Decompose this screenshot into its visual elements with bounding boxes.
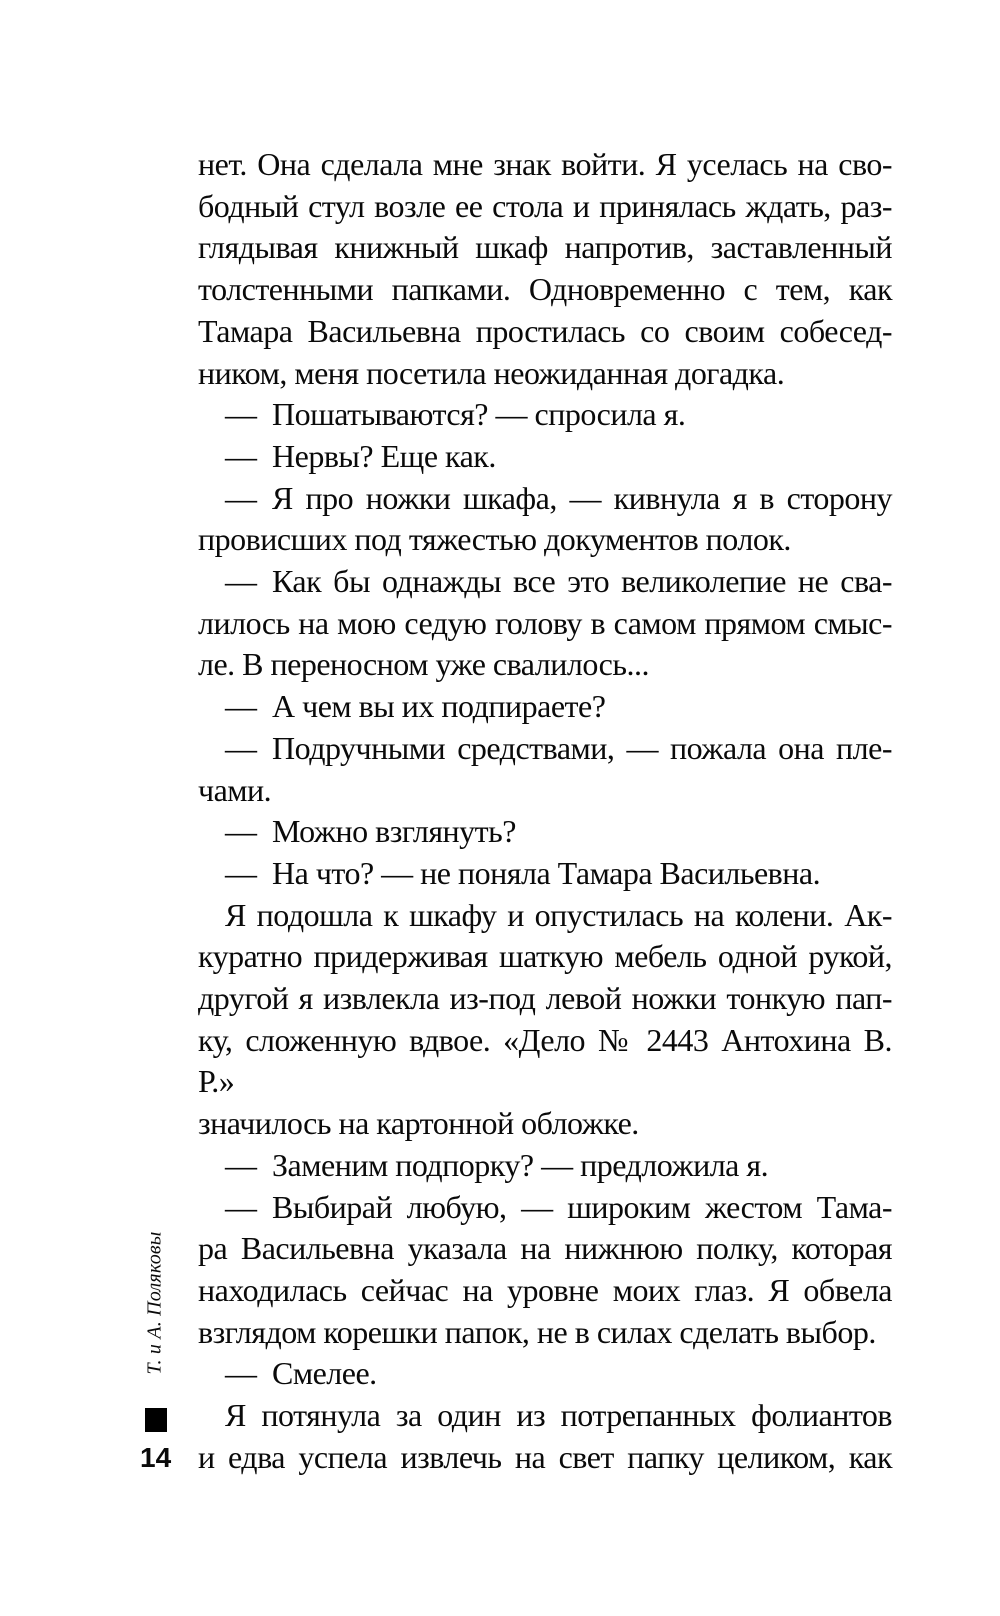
text-line: — Выбирай любую, — широким жестом Тама- <box>225 1188 892 1225</box>
paragraph <box>198 895 892 1145</box>
paragraph <box>198 394 892 436</box>
paragraph <box>198 686 892 728</box>
text-line: находилась сейчас на уровне моих глаз. Я обвела <box>198 1271 892 1308</box>
text-line: ником, меня посетила неожиданная догадка. <box>198 354 785 391</box>
text-line: — Можно взглянуть? <box>225 813 516 850</box>
text-line: — Смелее. <box>225 1355 377 1392</box>
page-number: 14 <box>140 1442 172 1473</box>
author-name-label: Т. и А. Поляковы <box>143 1231 166 1375</box>
text-line: провисших под тяжестью документов полок. <box>198 521 791 558</box>
text-line: ле. В переносном уже свалилось... <box>198 646 649 683</box>
text-line: ра Васильевна указала на нижнюю полку, которая <box>198 1230 892 1267</box>
text-line: лилось на мою седую голову в самом прямом смыс- <box>198 604 892 641</box>
text-line: нет. Она сделала мне знак войти. Я уселась на сво- <box>198 146 892 182</box>
text-line: — Как бы однажды все это великолепие не сва- <box>225 563 892 600</box>
paragraph <box>198 561 892 686</box>
text-line: ку, сложенную вдвое. «Дело № 2443 Антохина В. Р.» <box>198 1021 892 1100</box>
paragraph <box>198 1395 892 1478</box>
text-line: глядывая книжный шкаф напротив, заставленный <box>198 229 892 266</box>
paragraph <box>198 728 892 811</box>
text-line: — А чем вы их подпираете? <box>225 688 606 725</box>
paragraph <box>198 144 892 394</box>
text-line: куратно придерживая шаткую мебель одной рукой, <box>198 938 892 975</box>
paragraph <box>198 1145 892 1187</box>
text-block <box>198 144 892 1479</box>
paragraph <box>198 1187 892 1354</box>
text-line: — На что? — не поняла Тамара Васильевна. <box>225 854 821 891</box>
text-line: чами. <box>198 771 272 808</box>
text-line: толстенными папками. Одновременно с тем, как <box>198 271 892 308</box>
text-line: Тамара Васильевна простилась со своим собесед- <box>198 312 892 349</box>
text-line: бодный стул возле ее стола и принялась ждать, раз- <box>198 187 892 224</box>
text-line: взглядом корешки папок, не в силах сделать выбор. <box>198 1313 876 1350</box>
margin-author-name <box>140 1214 170 1392</box>
text-line: — Пошатываются? — спросила я. <box>225 396 686 433</box>
text-line: и едва успела извлечь на свет папку целиком, как <box>198 1438 892 1475</box>
text-line: Я потянула за один из потрепанных фолиантов <box>225 1397 892 1434</box>
paragraph <box>198 811 892 853</box>
paragraph <box>198 853 892 895</box>
text-line: — Заменим подпорку? — предложила я. <box>225 1146 769 1183</box>
paragraph <box>198 1353 892 1395</box>
text-line: Я подошла к шкафу и опустилась на колени. Ак- <box>225 896 892 933</box>
text-line: — Нервы? Еще как. <box>225 437 496 474</box>
paragraph <box>198 436 892 478</box>
text-line: другой я извлекла из-под левой ножки тонкую пап- <box>198 980 892 1017</box>
text-line: — Я про ножки шкафа, — кивнула я в сторону <box>225 479 892 516</box>
text-line: — Подручными средствами, — пожала она пле- <box>225 729 892 766</box>
paragraph <box>198 478 892 561</box>
section-marker-square <box>145 1408 167 1432</box>
text-line: значилось на картонной обложке. <box>198 1105 639 1142</box>
